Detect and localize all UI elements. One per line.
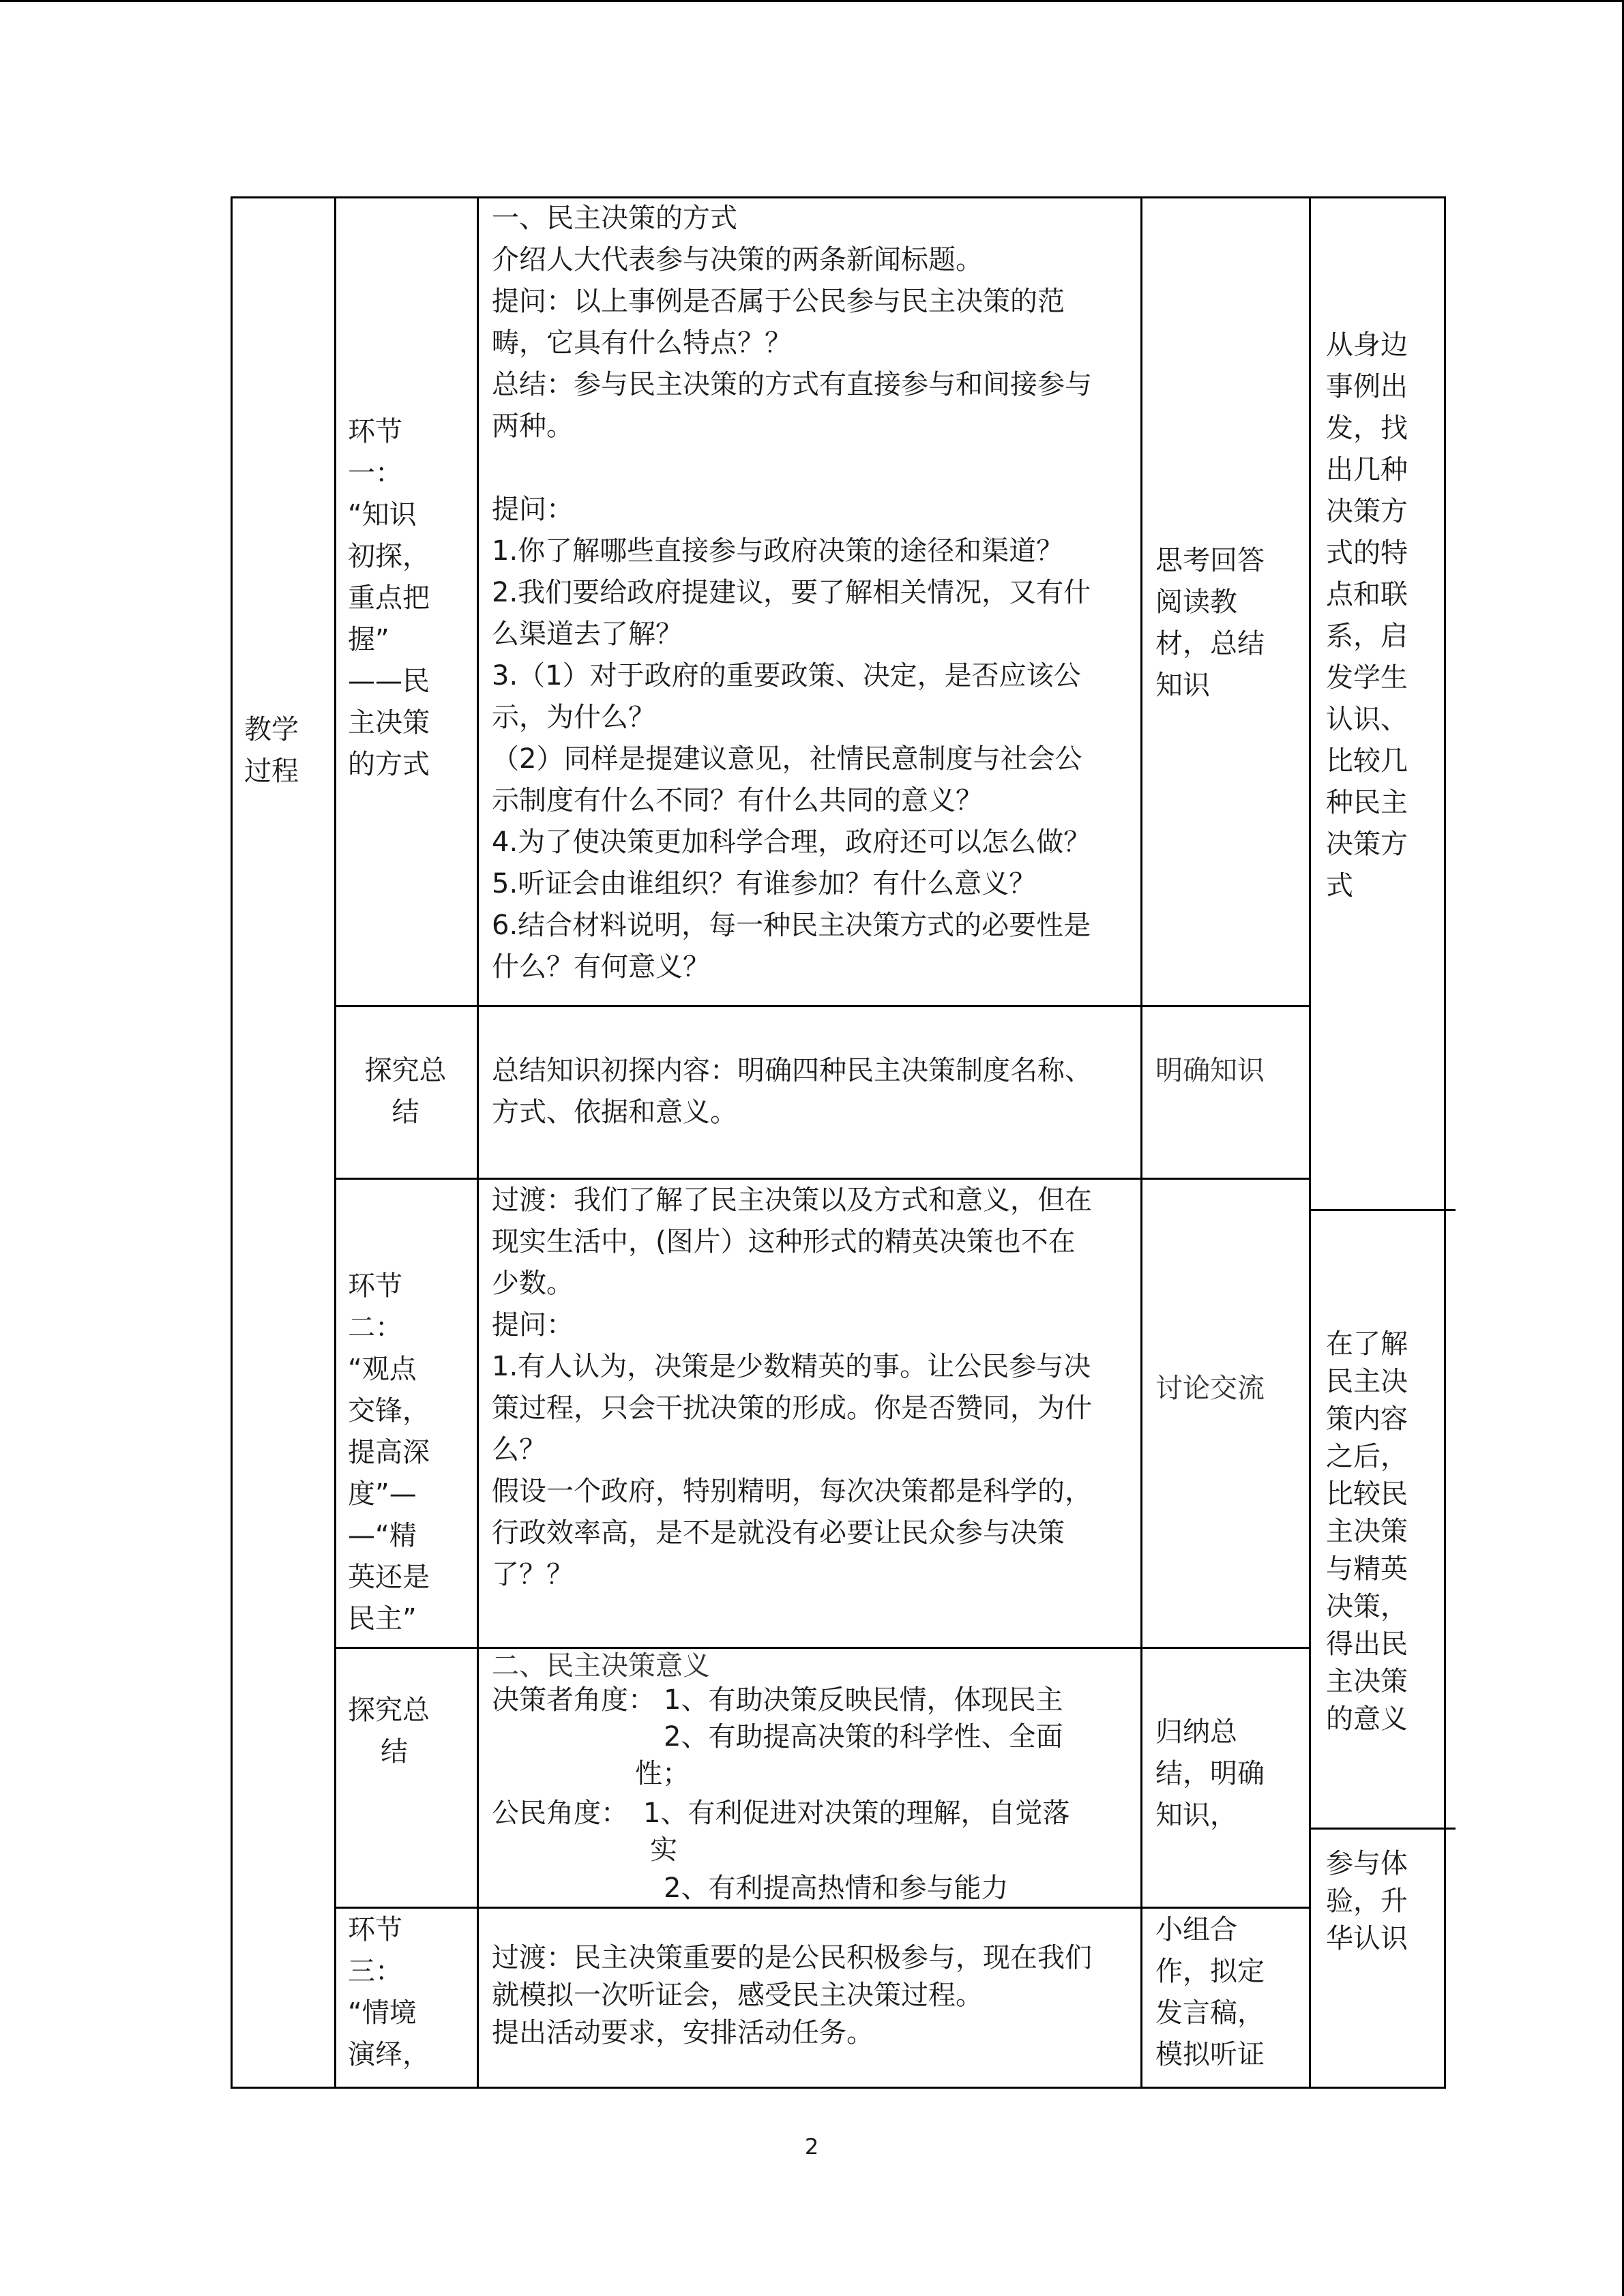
summary-2-heading: 二、民主决策意义	[492, 1650, 710, 1682]
decider-point-1: 1、有助决策反映民情，体现民主	[664, 1684, 1063, 1716]
stage-3-student-activity: 小组合 作，拟定 发言稿， 模拟听证	[1155, 1914, 1265, 2070]
citizen-point-1-cont: 实	[650, 1834, 677, 1866]
summary-1-label: 探究总 结	[364, 1055, 447, 1128]
stage-2-label: 环节 二： “观点 交锋， 提高深 度”— —“精 英还是 民主”	[348, 1270, 430, 1635]
summary-2-student-activity: 归纳总 结，明确 知识，	[1155, 1716, 1265, 1831]
row-divider	[334, 1005, 1309, 1007]
stage-3-content: 过渡：民主决策重要的是公民积极参与，现在我们 就模拟一次听证会，感受民主决策过程。 提出活动要求，安排活动任务。	[492, 1942, 1092, 2048]
summary-1-content: 总结知识初探内容：明确四种民主决策制度名称、 方式、依据和意义。	[492, 1055, 1092, 1128]
decider-label: 决策者角度：	[492, 1684, 655, 1716]
summary-1-student-activity: 明确知识	[1155, 1055, 1265, 1086]
design-intent-3: 参与体 验，升 华认识	[1326, 1848, 1408, 1954]
column-divider	[477, 196, 479, 2089]
column-divider	[1140, 196, 1142, 2089]
stage-2-content: 过渡：我们了解了民主决策以及方式和意义，但在 现实生活中，(图片）这种形式的精英决策也不在 少数。 提问： 1.有人认为，决策是少数精英的事。让公民参与决 策过程，只会干扰决策的形成。你是否赞同，为什 么？ 假设一个政府，特别精明，每次决策都是科学的， 行政效率高，是不是就没有必要让民众参与决策 了？？	[492, 1184, 1092, 1590]
table-left-border	[231, 196, 233, 2089]
design-intent-2: 在了解 民主决 策内容 之后， 比较民 主决策 与精英 决策， 得出民 主决策 的意义	[1326, 1328, 1408, 1735]
citizen-point-2: 2、有利提高热情和参与能力	[664, 1873, 1009, 1904]
design-intent-1: 从身边 事例出 发，找 出几种 决策方 式的特 点和联 系，启 发学生 认识、 比较几 种民主 决策方 式	[1326, 329, 1408, 901]
stage-1-student-activity: 思考回答 阅读教 材，总结 知识	[1155, 545, 1265, 701]
citizen-point-1: 1、有利促进对决策的理解，自觉落	[643, 1798, 1070, 1829]
row-divider	[1309, 1209, 1456, 1211]
stage-1-label: 环节 一： “知识 初探， 重点把 握” ——民 主决策 的方式	[348, 416, 430, 780]
summary-2-label: 探究总 结	[348, 1695, 430, 1768]
decider-point-2: 2、有助提高决策的科学性、全面	[664, 1721, 1063, 1753]
stage-1-content: 一、民主决策的方式 介绍人大代表参与决策的两条新闻标题。 提问：以上事例是否属于公民参与民主决策的范 畴，它具有什么特点？？ 总结：参与民主决策的方式有直接参与和间接参与 两种。 提问： 1.你了解哪些直接参与政府决策的途径和渠道？ 2.我们要给政府提建议，要了解相关情况，又有什 么渠道去了解？ 3.（1）对于政府的重要政策、决定，是否应该公 示，为什么？ （2）同样是提建议意见，社情民意制度与社会公 示制度有什么不同？有什么共同的意义？ 4.为了使决策更加科学合理，政府还可以怎么做？ 5.听证会由谁组织？有谁参加？有什么意义？ 6.结合材料说明，每一种民主决策方式的必要性是 什么？有何意义？	[492, 203, 1092, 983]
category-label: 教学 过程	[244, 714, 299, 787]
citizen-label: 公民角度：	[492, 1798, 628, 1829]
row-divider	[334, 1907, 1309, 1909]
stage-2-student-activity: 讨论交流	[1155, 1373, 1265, 1404]
page-top-border	[0, 0, 1624, 2]
summary-2-content	[492, 1649, 1140, 1907]
table-bottom-border	[231, 2087, 1446, 2089]
page-number: 2	[804, 2134, 819, 2160]
decider-point-2-cont: 性；	[635, 1758, 690, 1789]
row-divider	[1309, 1828, 1456, 1830]
column-divider	[334, 196, 336, 2089]
column-divider	[1309, 196, 1311, 2089]
stage-3-label: 环节 三： “情境 演绎，	[348, 1914, 430, 2070]
table-right-border	[1444, 196, 1446, 2089]
